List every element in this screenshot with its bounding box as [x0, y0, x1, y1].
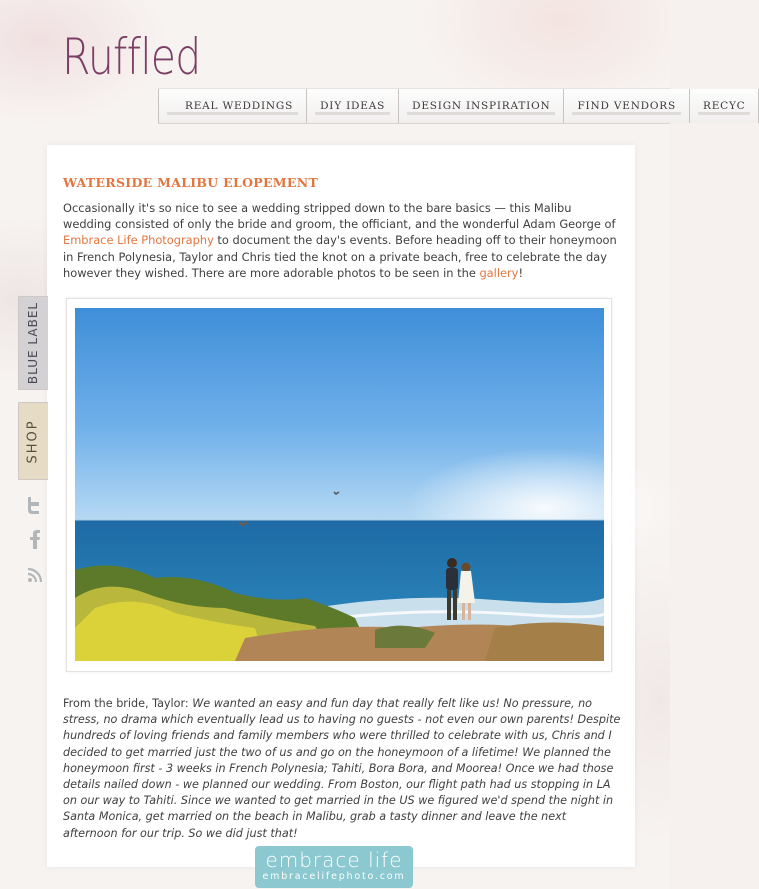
bride-quote [63, 696, 623, 842]
twitter-icon[interactable] [24, 494, 46, 516]
main-nav [158, 88, 746, 124]
nav-item-recycled[interactable]: RECYC [690, 89, 759, 123]
gallery-link[interactable]: gallery [479, 265, 519, 280]
intro-text-2: to document the day's events. Before heading off to their honeymoon in French Polynesia, Taylor and Chris tied the knot on a private beach, free to celebrate the day however they wished. There are more adorable photos to be seen in the [63, 233, 617, 280]
blue-label-text: BLUE LABEL [26, 301, 41, 385]
blue-label-tab[interactable] [18, 296, 48, 390]
post-intro [63, 200, 623, 281]
nav-item-design-inspiration[interactable]: DESIGN INSPIRATION [399, 89, 564, 123]
intro-text-3: ! [518, 265, 524, 280]
intro-text-1: Occasionally it's so nice to see a wedding stripped down to the bare basics — this Malibu wedding consisted of only the bride and groom, the officiant, and the wonderful Adam George of [63, 201, 616, 232]
shop-text: SHOP [26, 418, 42, 464]
quote-lead: From the bride, Taylor: [63, 697, 193, 710]
beach-photo[interactable] [75, 308, 604, 661]
post-title[interactable]: WATERSIDE MALIBU ELOPEMENT [63, 175, 319, 190]
nav-item-diy-ideas[interactable]: DIY IDEAS [307, 89, 399, 123]
watermark-title: embrace life [265, 848, 403, 872]
rss-icon[interactable] [24, 564, 46, 586]
shop-tab[interactable] [18, 402, 48, 480]
watermark-url: embracelifephoto.com [262, 871, 406, 882]
quote-body: We wanted an easy and fun day that really felt like us! No pressure, no stress, no drama which eventually lead us to having no guests - not even our own parents! Despite hundreds of loving friends and family members who were thrilled to celebrate with us, Chris and I decided to get married just the two of us and go on the honeymoon of a lifetime! We planned the honeymoon first - 3 weeks in French Polynesia; Tahiti, Bora Bora, and Moorea! Once we had those details nailed down - we planned our wedding. From Boston, our flight path had us stopping in LA on our way to Tahiti. Since we wanted to get married in the US we figured we'd spend the night in Santa Monica, get married on the beach in Malibu, grab a tasty dinner and leave the next afternoon for our trip. So we did just that! [63, 697, 621, 840]
nav-item-real-weddings[interactable]: REAL WEDDINGS [158, 89, 307, 123]
site-logo[interactable]: Ruffled [62, 28, 201, 86]
embrace-life-link[interactable]: Embrace Life Photography [63, 233, 214, 248]
nav-item-find-vendors[interactable]: FIND VENDORS [564, 89, 690, 123]
facebook-icon[interactable] [24, 528, 46, 550]
embrace-life-watermark [255, 846, 413, 888]
